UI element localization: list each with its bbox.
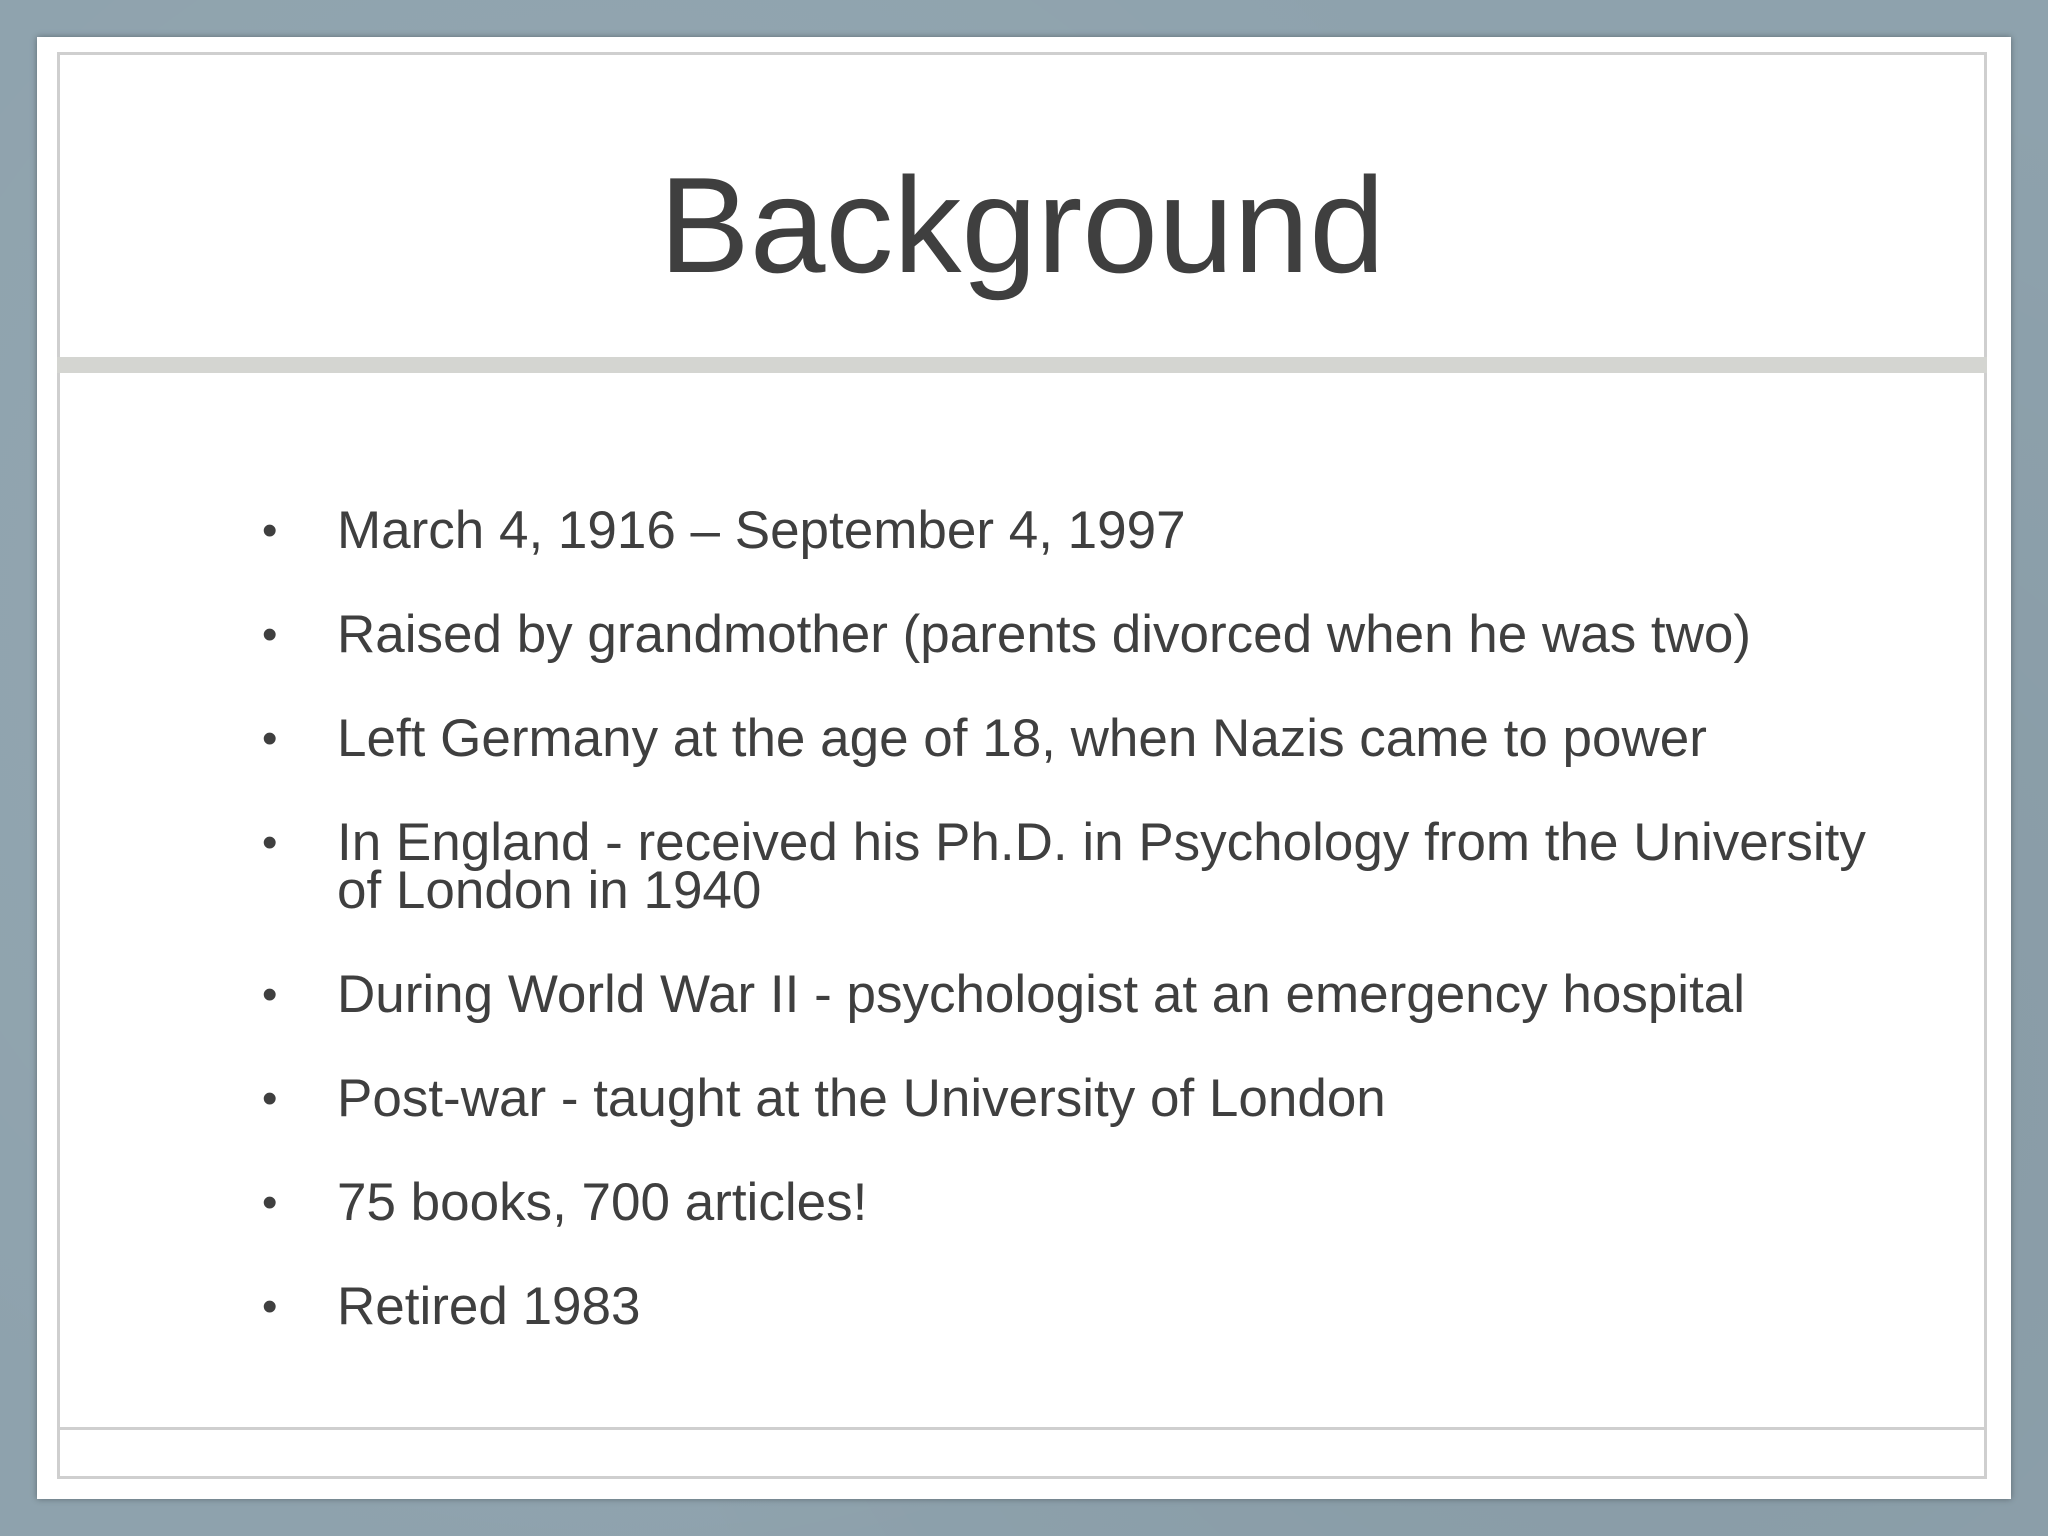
bullet-icon: • <box>262 506 278 555</box>
list-item <box>262 605 1912 664</box>
slide <box>37 37 2011 1499</box>
bullet-icon: • <box>262 610 278 659</box>
list-item <box>262 1173 1912 1232</box>
bullet-icon: • <box>262 970 278 1019</box>
bullet-text: 75 books, 700 articles! <box>337 1173 868 1232</box>
bullet-icon: • <box>262 1074 278 1123</box>
list-item <box>262 965 1912 1024</box>
bullet-icon: • <box>262 1178 278 1227</box>
title-divider <box>57 357 1987 373</box>
footer-divider <box>57 1427 1987 1430</box>
list-item <box>262 501 1912 560</box>
bullet-icon: • <box>262 1282 278 1331</box>
bullet-text: Post-war - taught at the University of London <box>337 1069 1386 1128</box>
bullet-icon: • <box>262 818 278 867</box>
list-item <box>262 709 1912 768</box>
bullet-text: March 4, 1916 – September 4, 1997 <box>337 501 1186 560</box>
bullet-list <box>262 501 1912 1387</box>
bullet-icon: • <box>262 714 278 763</box>
list-item <box>262 1069 1912 1128</box>
bullet-text: Retired 1983 <box>337 1277 641 1336</box>
bullet-text: During World War II - psychologist at an emergency hospital <box>337 965 1746 1024</box>
list-item <box>262 1277 1912 1336</box>
slide-title: Background <box>659 149 1385 301</box>
bullet-text: Left Germany at the age of 18, when Nazis came to power <box>337 709 1707 768</box>
list-item <box>262 813 1912 920</box>
bullet-text: Raised by grandmother (parents divorced when he was two) <box>337 605 1752 664</box>
bullet-text: In England - received his Ph.D. in Psychology from the University of London in 1940 <box>337 813 1866 920</box>
